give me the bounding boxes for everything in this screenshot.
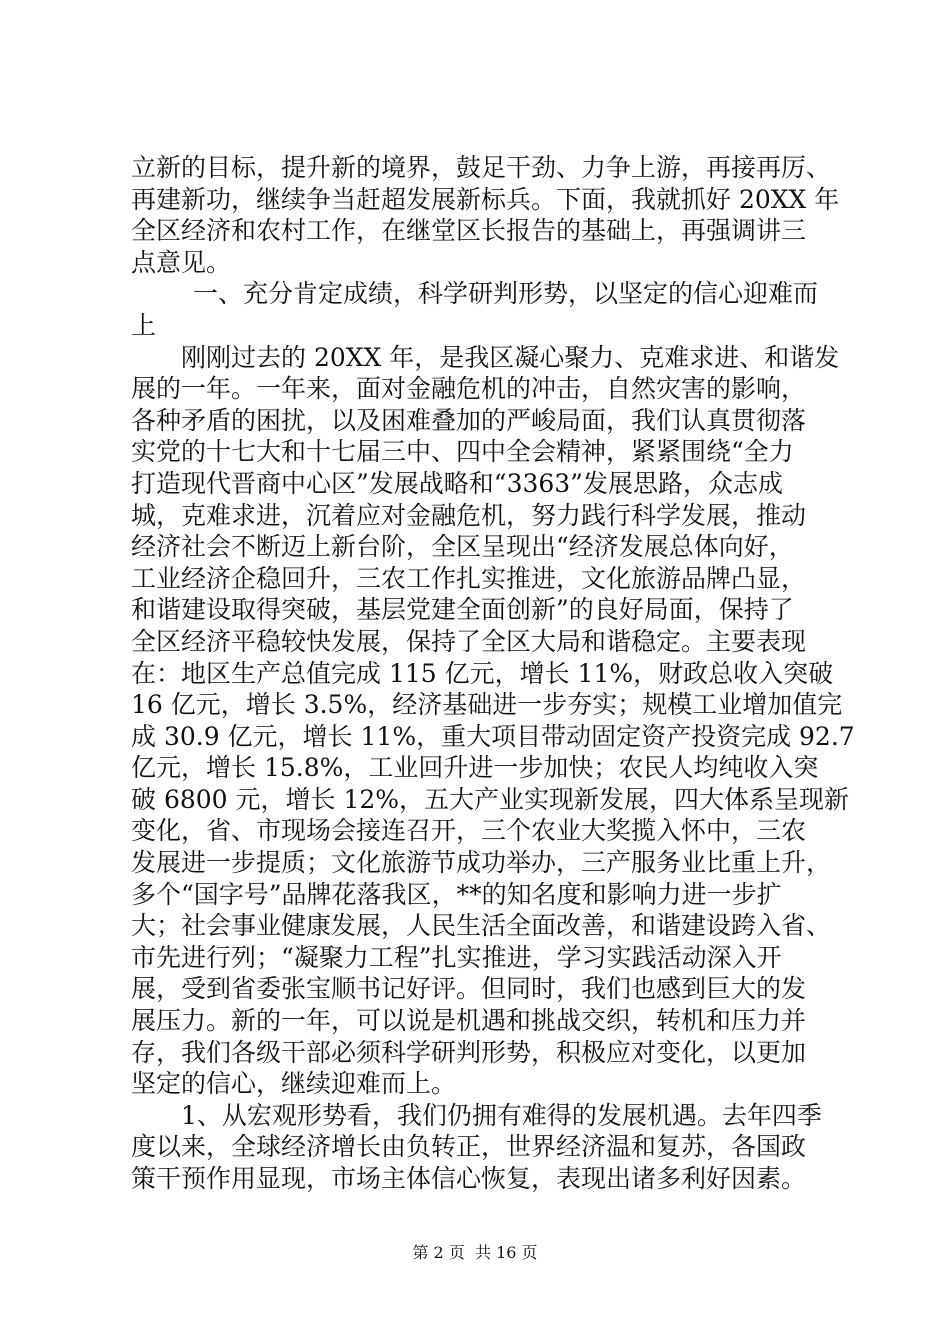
- text-line: 成 30.9 亿元，增长 11%，重大项目带动固定资产投资完成 92.7: [131, 721, 855, 751]
- text-line: 市先进行列；“凝聚力工程”扎实推进，学习实践活动深入开: [131, 942, 782, 972]
- text-line: 城，克难求进，沉着应对金融危机，努力践行科学发展，推动: [131, 500, 807, 530]
- text-line: 破 6800 元，增长 12%，五大产业实现新发展，四大体系呈现新: [131, 784, 850, 814]
- text-line: 各种矛盾的困扰，以及困难叠加的严峻局面，我们认真贯彻落: [131, 405, 807, 435]
- text-line: 工业经济企稳回升，三农工作扎实推进，文化旅游品牌凸显，: [131, 563, 807, 593]
- page-number-label: 第 2 页 共 16 页: [412, 1243, 538, 1262]
- body-text: [131, 152, 855, 1195]
- text-line: 发展进一步提质；文化旅游节成功举办，三产服务业比重上升，: [131, 848, 832, 878]
- text-line: 打造现代晋商中心区”发展战略和“3363”发展思路，众志成: [131, 468, 783, 498]
- text-line: 度以来，全球经济增长由负转正，世界经济温和复苏，各国政: [131, 1132, 807, 1162]
- text-line: 策干预作用显现，市场主体信心恢复，表现出诸多利好因素。: [131, 1164, 807, 1193]
- text-line: 亿元，增长 15.8%，工业回升进一步加快；农民人均纯收入突: [131, 753, 819, 783]
- text-line: 全区经济和农村工作，在继堂区长报告的基础上，再强调讲三: [131, 216, 807, 246]
- text-line: 再建新功，继续争当赶超发展新标兵。下面，我就抓好 20XX 年: [131, 184, 840, 214]
- text-line: 多个“国字号”品牌花落我区，**的知名度和影响力进一步扩: [131, 879, 782, 909]
- text-line: 和谐建设取得突破，基层党建全面创新”的良好局面，保持了: [131, 595, 794, 625]
- text-line: 展压力。新的一年，可以说是机遇和挑战交织，转机和压力并: [131, 1006, 807, 1036]
- text-line: 在：地区生产总值完成 115 亿元，增长 11%，财政总收入突破: [131, 658, 834, 688]
- text-line: 展，受到省委张宝顺书记好评。但同时，我们也感到巨大的发: [131, 974, 807, 1004]
- text-line: 上: [131, 310, 157, 340]
- text-line: 全区经济平稳较快发展，保持了全区大局和谐稳定。主要表现: [131, 626, 807, 656]
- text-line: 大；社会事业健康发展，人民生活全面改善，和谐建设跨入省、: [131, 911, 832, 941]
- text-line: 坚定的信心，继续迎难而上。: [131, 1069, 457, 1099]
- text-line: 刚刚过去的 20XX 年，是我区凝心聚力、克难求进、和谐发: [181, 342, 840, 372]
- text-line: 1、从宏观形势看，我们仍拥有难得的发展机遇。去年四季: [181, 1100, 822, 1130]
- text-line: 点意见。: [131, 247, 232, 277]
- text-line: 经济社会不断迈上新台阶，全区呈现出“经济发展总体向好，: [131, 532, 794, 562]
- page-footer: [0, 1243, 950, 1263]
- text-line: 立新的目标，提升新的境界，鼓足干劲、力争上游，再接再厉、: [131, 153, 832, 182]
- text-line: 存，我们各级干部必须科学研判形势，积极应对变化，以更加: [131, 1037, 807, 1067]
- text-line: 变化，省、市现场会接连召开，三个农业大奖揽入怀中，三农: [131, 816, 807, 846]
- text-line: 一、充分肯定成绩，科学研判形势，以坚定的信心迎难而: [193, 279, 819, 309]
- text-line: 实党的十七大和十七届三中、四中全会精神，紧紧围绕“全力: [131, 437, 794, 467]
- text-line: 16 亿元，增长 3.5%，经济基础进一步夯实；规模工业增加值完: [131, 690, 843, 720]
- text-line: 展的一年。一年来，面对金融危机的冲击，自然灾害的影响，: [131, 374, 807, 404]
